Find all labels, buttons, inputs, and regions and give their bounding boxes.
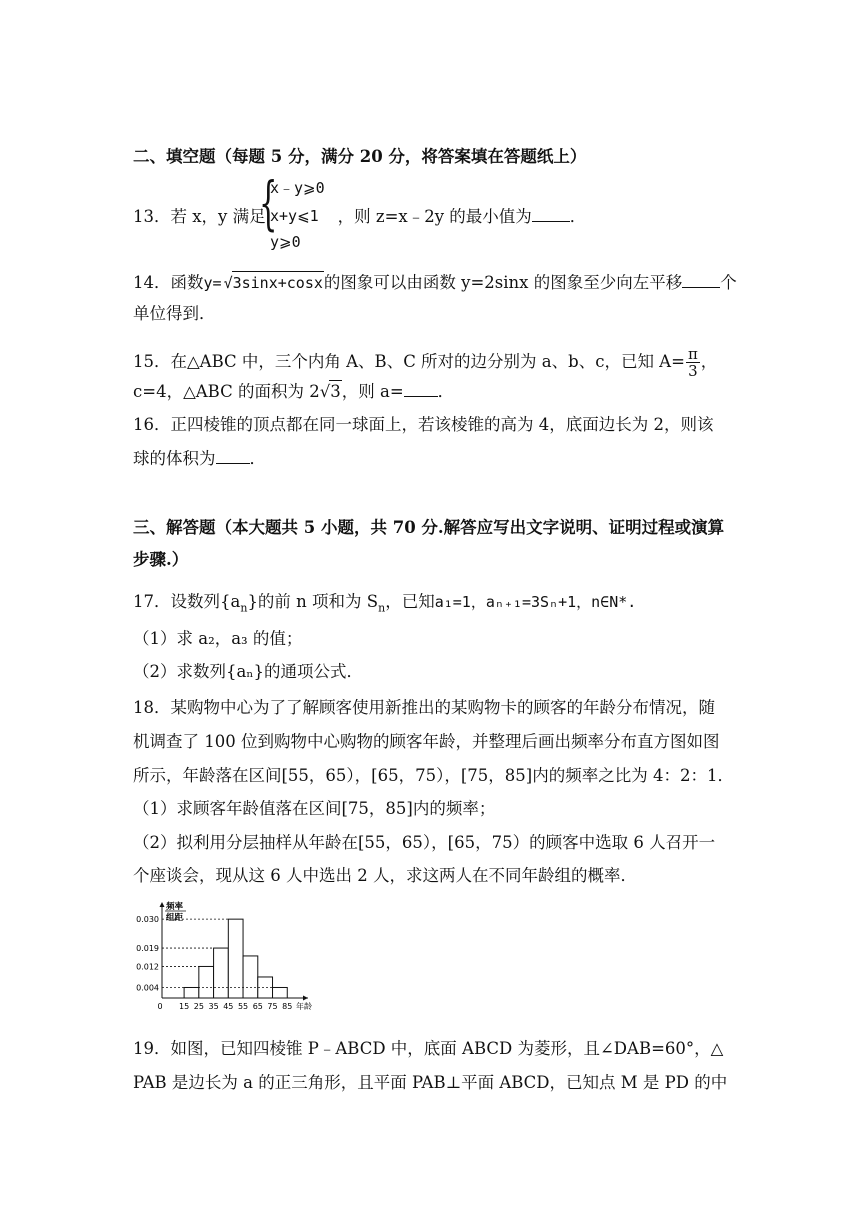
question-19-line-2: PAB 是边长为 a 的正三角形，且平面 PAB⊥平面 ABCD，已知点 M 是 PD 的中 [133, 1073, 728, 1092]
y-axis-label-bottom: 组距 [166, 913, 184, 923]
question-15: 15．在△ABC 中，三个内角 A、B、C 所对的边分别为 a、b、c，已知 A= $\frac{\pi}{3}$ ， [133, 345, 718, 380]
question-18-line-3: 所示，年龄落在区间[55，65），[65，75），[75，85]内的频率之比为 4：2：1． [133, 766, 734, 785]
x-tick-label: 45 [223, 1002, 234, 1011]
q13-suffix: ，则 z=x﹣2y 的最小值为 [337, 207, 532, 226]
y-tick-label: 0.030 [136, 915, 159, 925]
y-tick-label: 0.004 [136, 983, 159, 993]
x-axis-arrow [303, 996, 308, 1001]
x-tick-label: 35 [208, 1002, 219, 1011]
y-tick-label: 0.019 [136, 944, 159, 954]
y-axis-arrow [160, 902, 165, 907]
x-tick-label: 65 [252, 1002, 263, 1011]
question-18-part-1: （1）求顾客年龄值落在区间[75，85]内的频率； [133, 799, 496, 818]
q13-constraint-1: x﹣y⩾0 [270, 179, 325, 197]
question-14-line-2: 单位得到． [133, 304, 216, 323]
section-3-heading: 三、解答题（本大题共 5 小题，共 70 分.解答应写出文字说明、证明过程或演算 [133, 518, 725, 537]
section-2-heading: 二、填空题（每题 5 分，满分 20 分，将答案填在答题纸上） [133, 147, 587, 166]
q15-answer-blank [404, 382, 438, 397]
histogram-bar [243, 956, 258, 998]
histogram-bar [199, 966, 214, 998]
q17-conditions: a₁=1，aₙ₊₁=3Sₙ+1，n∈N*. [434, 593, 637, 611]
q16-answer-blank [216, 449, 250, 464]
q13-constraint-3: y⩾0 [270, 233, 301, 251]
x-tick-label: 85 [282, 1002, 293, 1011]
x-origin-label: 0 [157, 1002, 163, 1011]
histogram-bar [228, 919, 243, 998]
question-18-line-2: 机调查了 100 位到购物中心购物的顾客年龄，并整理后画出频率分布直方图如图 [133, 732, 720, 751]
fraction-pi-over-3: $\frac{\pi}{3}$ [687, 345, 698, 380]
histogram-bar [184, 987, 199, 998]
question-13: 13．若 x，y 满足 ，则 z=x﹣2y 的最小值为 ． [133, 207, 587, 226]
q13-answer-blank [532, 207, 570, 222]
x-tick-label: 25 [193, 1002, 204, 1011]
x-tick-label: 55 [237, 1002, 249, 1011]
question-18-part-2: （2）拟利用分层抽样从年龄在[55，65），[65，75）的顾客中选取 6 人召开一 [133, 833, 716, 852]
question-14: 14．函数y= √3sinx+cosx的图象可以由函数 y=2sinx 的图象至少向左平移 个 [133, 273, 737, 292]
question-17-part-2: （2）求数列{aₙ}的通项公式． [133, 662, 363, 681]
q13-prefix: 13．若 x，y 满足 [133, 207, 266, 226]
system-brace: { [259, 169, 278, 237]
question-18: 18．某购物中心为了了解顾客使用新推出的某购物卡的顾客的年龄分布情况，随 [133, 698, 715, 717]
question-16: 16．正四棱锥的顶点都在同一球面上，若该棱锥的高为 4，底面边长为 2，则该 [133, 415, 714, 434]
q13-constraint-2: x+y⩽1 [270, 207, 319, 225]
histogram-bar [273, 987, 288, 998]
y-tick-label: 0.012 [136, 962, 159, 972]
histogram-bar [214, 948, 229, 998]
q14-answer-blank [682, 273, 720, 288]
question-18-part-2-line-2: 个座谈会，现从这 6 人中选出 2 人，求这两人在不同年龄组的概率． [133, 866, 637, 885]
section-3-heading-line-2: 步骤.） [133, 550, 189, 569]
y-axis-label-top: 频率 [166, 902, 184, 912]
question-17: 17．设数列$\{a_n\}$的前 n 项和为 $S_n$，已知a₁=1，aₙ₊₁=3Sₙ+1，n∈N*. [133, 592, 637, 615]
x-tick-label: 15 [179, 1002, 190, 1011]
question-19: 19．如图，已知四棱锥 P﹣ABCD 中，底面 ABCD 为菱形，且∠DAB=60°，△ [133, 1039, 724, 1058]
x-tick-label: 75 [267, 1002, 278, 1011]
question-17-part-1: （1）求 a₂，a₃ 的值； [133, 629, 303, 648]
frequency-histogram [130, 898, 320, 1023]
question-16-line-2: 球的体积为 ． [133, 449, 266, 468]
question-15-line-2: c=4，△ABC 的面积为 2√3，则 a= ． [133, 382, 455, 401]
x-axis-label: 年龄 [296, 1002, 312, 1011]
